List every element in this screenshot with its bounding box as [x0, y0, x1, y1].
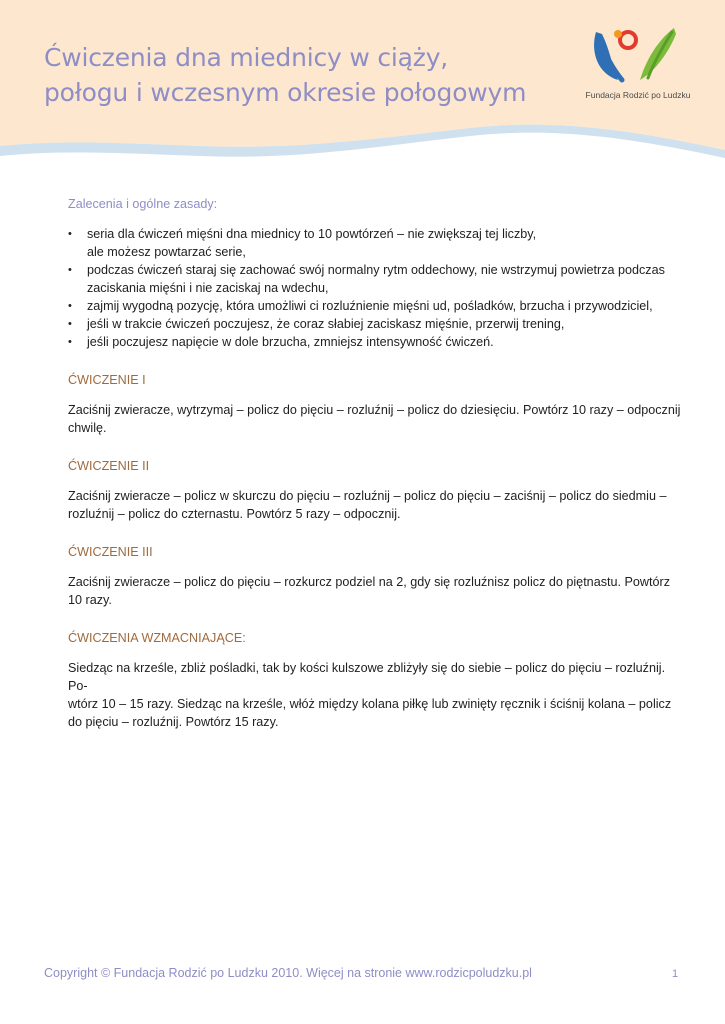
exercise-1-text: Zaciśnij zwieracze, wytrzymaj – policz do pięciu – rozluźnij – policz do dziesięciu. Powtórz 10 razy – odpocznij chwilę.	[68, 403, 681, 435]
page-title-line-1: Ćwiczenia dna miednicy w ciąży,	[44, 43, 449, 72]
page-number: 1	[672, 968, 679, 980]
foundation-logo	[588, 22, 684, 86]
exercise-3-heading: ĆWICZENIE III	[68, 545, 153, 559]
strengthening-heading: ĆWICZENIA WZMACNIAJĄCE:	[68, 631, 246, 645]
list-item: • jeśli poczujesz napięcie w dole brzucha, zmniejsz intensywność ćwiczeń.	[68, 333, 688, 351]
list-item: • zajmij wygodną pozycję, która umożliwi ci rozluźnienie mięśni ud, pośladków, brzucha i przywodziciel,	[68, 297, 688, 315]
list-item: • jeśli w trakcie ćwiczeń poczujesz, że coraz słabiej zaciskasz mięśnie, przerwij trening,	[68, 315, 688, 333]
guidelines-list	[68, 225, 688, 351]
logo-orange-dot	[614, 30, 622, 38]
page-title-line-2: połogu i wczesnym okresie połogowym	[44, 78, 527, 107]
exercise-2-heading: ĆWICZENIE II	[68, 459, 150, 473]
list-item: • seria dla ćwiczeń mięśni dna miednicy to 10 powtórzeń – nie zwiększaj tej liczby, ale możesz powtarzać serie,	[68, 225, 688, 261]
logo-red-ring	[620, 32, 636, 48]
footer-copyright: Copyright © Fundacja Rodzić po Ludzku 2010. Więcej na stronie www.rodzicpoludzku.pl	[44, 966, 532, 980]
guidelines-heading: Zalecenia i ogólne zasady:	[68, 197, 218, 211]
list-item: • podczas ćwiczeń staraj się zachować swój normalny rytm oddechowy, nie wstrzymuj powietrza podczas zaciskania mięśni i nie zaciskaj na wdechu,	[68, 261, 688, 297]
document-body	[68, 195, 688, 731]
strengthening-text: Siedząc na krześle, zbliż pośladki, tak by kości kulszowe zbliżyły się do siebie – policz do pięciu – rozluźnij. Po- wtórz 10 – 15 razy. Siedząc na krześle, włóż między kolana piłkę lub zwinięty ręcznik i ściśnij kolana – policz do pięciu – rozluźnij. Powtórz 15 razy.	[68, 661, 672, 729]
logo-caption: Fundacja Rodzić po Ludzku	[585, 90, 691, 100]
exercise-1-heading: ĆWICZENIE I	[68, 373, 146, 387]
exercise-3-text: Zaciśnij zwieracze – policz do pięciu – rozkurcz podziel na 2, gdy się rozluźnisz policz do piętnastu. Powtórz 10 razy.	[68, 575, 670, 607]
exercise-2-text: Zaciśnij zwieracze – policz w skurczu do pięciu – rozluźnij – policz do pięciu – zaciśnij – policz do siedmiu – rozluźnij – policz do czternastu. Powtórz 5 razy – odpocznij.	[68, 489, 667, 521]
page-title	[44, 40, 564, 110]
